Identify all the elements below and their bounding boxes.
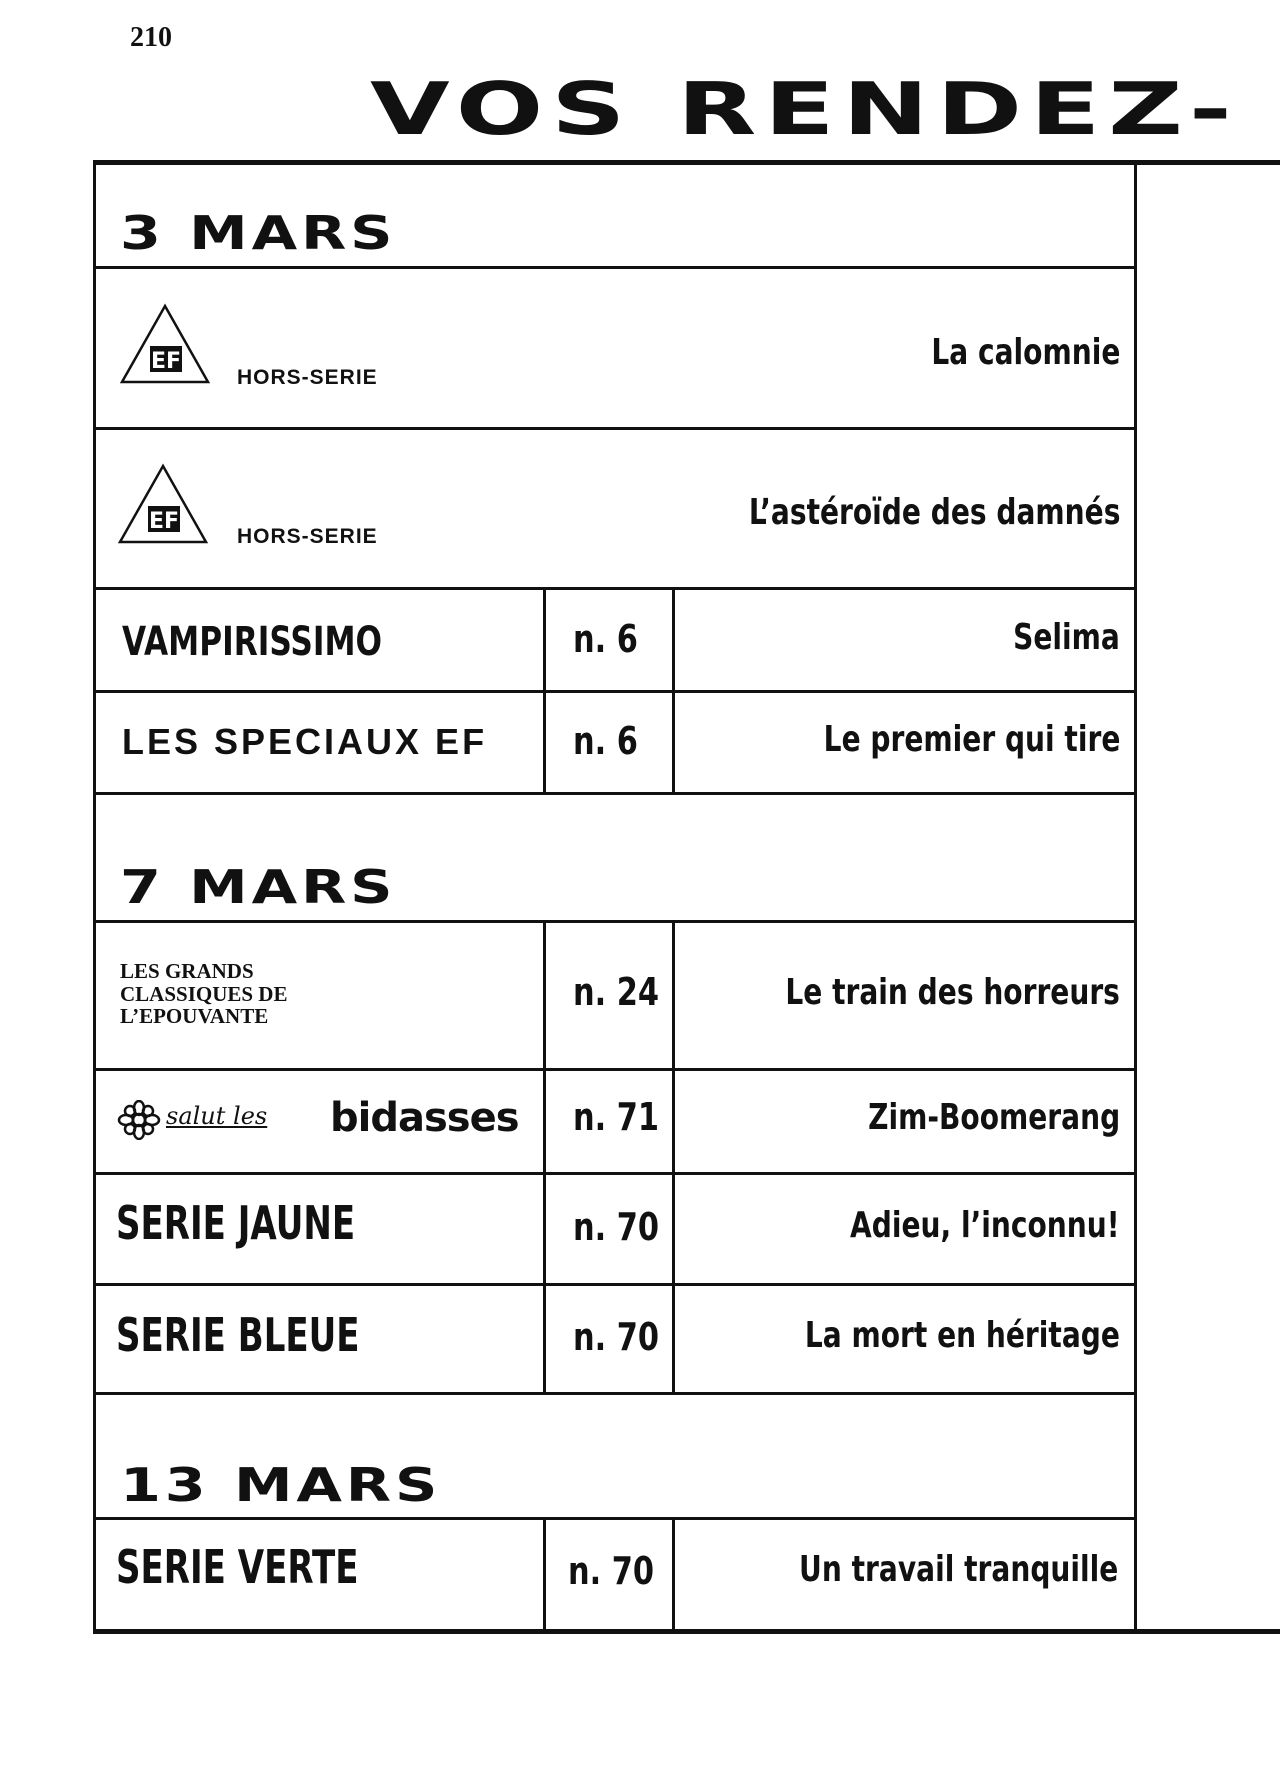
title-label: L’astéroïde des damnés [748, 492, 1120, 533]
ef-triangle-logo-icon [116, 462, 210, 546]
series-label: HORS-SERIE [237, 366, 378, 389]
row-divider [93, 587, 1137, 590]
column-divider [543, 587, 546, 793]
row-divider [93, 1172, 1137, 1175]
row-divider [93, 920, 1137, 923]
series-label: VAMPIRISSIMO [122, 619, 383, 665]
series-label: SERIE BLEUE [116, 1308, 360, 1362]
series-label: LES GRANDS CLASSIQUES DE L’EPOUVANTE [120, 959, 288, 1029]
row-divider [93, 427, 1137, 430]
ef-logo-label: EF [150, 349, 182, 374]
flower-icon [116, 1100, 162, 1140]
date-heading: 13 MARS [120, 1458, 442, 1512]
row-divider [93, 690, 1137, 693]
series-label: SERIE VERTE [116, 1540, 359, 1594]
series-script: salut les [166, 1102, 268, 1130]
column-divider [543, 1517, 546, 1630]
title-label: La calomnie [930, 332, 1120, 373]
date-heading: 7 MARS [120, 860, 397, 914]
issue-number: n. 70 [573, 1205, 660, 1249]
row-divider [93, 266, 1137, 269]
row-divider [93, 1283, 1137, 1286]
page-number: 210 [130, 22, 172, 53]
issue-number: n. 71 [573, 1095, 660, 1139]
date-heading: 3 MARS [120, 206, 397, 260]
issue-number: n. 6 [573, 617, 638, 661]
page-title: VOS RENDEZ- [370, 68, 1240, 152]
title-label: Le train des horreurs [785, 972, 1120, 1013]
column-divider [672, 587, 675, 793]
issue-number: n. 70 [573, 1315, 660, 1359]
row-divider [93, 1517, 1137, 1520]
title-label: Le premier qui tire [823, 719, 1120, 760]
title-label: Zim-Boomerang [867, 1097, 1120, 1138]
title-label: La mort en héritage [804, 1315, 1120, 1356]
issue-number: n. 70 [568, 1549, 655, 1593]
ef-logo-label: EF [148, 509, 180, 534]
title-label: Adieu, l’inconnu! [850, 1205, 1120, 1246]
row-divider [93, 1068, 1137, 1071]
bottom-rule [93, 1629, 1280, 1634]
series-label: SERIE JAUNE [116, 1196, 356, 1250]
row-divider [93, 1392, 1137, 1395]
series-label: LES SPECIAUX EF [122, 721, 488, 762]
issue-number: n. 24 [573, 970, 660, 1014]
issue-number: n. 6 [573, 719, 638, 763]
row-divider [93, 792, 1137, 795]
title-label: Un travail tranquille [798, 1549, 1118, 1590]
column-divider [672, 920, 675, 1395]
column-divider [543, 920, 546, 1395]
series-label: bidasses [330, 1095, 519, 1141]
title-label: Selima [1013, 617, 1120, 658]
series-label: HORS-SERIE [237, 525, 378, 548]
column-divider [672, 1517, 675, 1630]
ef-triangle-logo-icon [118, 302, 212, 386]
